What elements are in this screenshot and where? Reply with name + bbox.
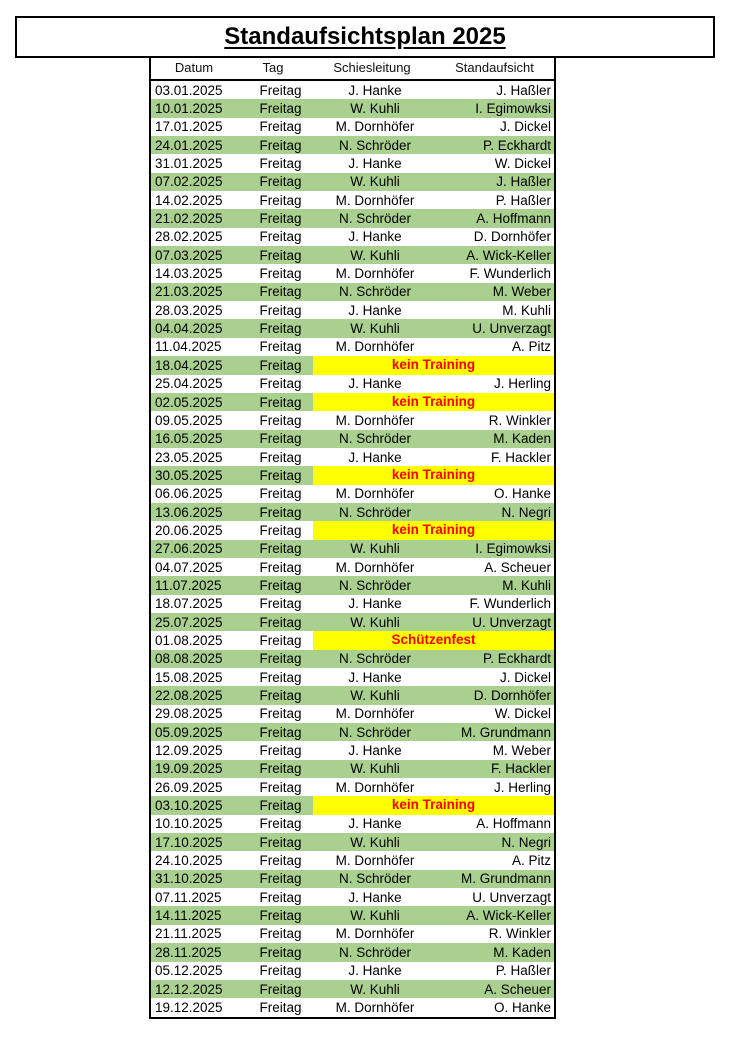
cell-standaufsicht: P. Haßler <box>495 963 551 979</box>
table-row <box>151 338 554 356</box>
cell-datum: 13.06.2025 <box>155 504 223 520</box>
cell-tag: Freitag <box>259 963 302 979</box>
cell-schiesleitung: M. Dornhöfer <box>335 926 415 942</box>
header-datum: Datum <box>174 60 214 75</box>
cell-schiesleitung: N. Schröder <box>338 944 412 960</box>
cell-standaufsicht: P. Haßler <box>495 192 551 208</box>
cell-datum: 07.02.2025 <box>155 174 223 190</box>
cell-standaufsicht: O. Hanke <box>493 999 551 1015</box>
cell-datum: 03.10.2025 <box>155 798 223 814</box>
cell-datum: 25.07.2025 <box>155 614 223 630</box>
table-row <box>151 998 554 1016</box>
table-row <box>151 925 554 943</box>
cell-schiesleitung: M. Dornhöfer <box>335 119 415 135</box>
cell-standaufsicht: P. Eckhardt <box>482 651 551 667</box>
cell-schiesleitung: M. Dornhöfer <box>335 559 415 575</box>
cell-tag: Freitag <box>259 137 302 153</box>
table-row <box>151 540 554 558</box>
cell-tag: Freitag <box>259 596 302 612</box>
cell-schiesleitung: M. Dornhöfer <box>335 999 415 1015</box>
table-row <box>151 246 554 264</box>
cell-datum: 21.11.2025 <box>155 926 222 942</box>
cell-tag: Freitag <box>259 119 302 135</box>
table-header <box>151 58 554 81</box>
cell-schiesleitung: N. Schröder <box>338 504 412 520</box>
cell-datum: 08.08.2025 <box>155 651 223 667</box>
table-row <box>151 760 554 778</box>
cell-tag: Freitag <box>259 651 302 667</box>
table-row <box>151 393 554 411</box>
cell-standaufsicht: M. Kaden <box>493 944 551 960</box>
cell-datum: 04.04.2025 <box>155 321 223 337</box>
table-row <box>151 778 554 796</box>
cell-tag: Freitag <box>259 577 302 593</box>
cell-schiesleitung: J. Hanke <box>348 816 402 832</box>
cell-tag: Freitag <box>259 504 302 520</box>
cell-datum: 10.10.2025 <box>155 816 223 832</box>
table-row <box>151 741 554 759</box>
cell-standaufsicht: M. Weber <box>492 284 551 300</box>
cell-standaufsicht: A. Hoffmann <box>476 211 551 227</box>
table-body <box>151 81 554 1017</box>
cell-tag: Freitag <box>259 412 302 428</box>
cell-standaufsicht: R. Winkler <box>488 412 551 428</box>
cell-tag: Freitag <box>259 908 302 924</box>
cell-schiesleitung: W. Kuhli <box>350 761 400 777</box>
page-title: Standaufsichtsplan 2025 <box>224 23 506 50</box>
cell-schiesleitung: W. Kuhli <box>350 981 400 997</box>
cell-schiesleitung: J. Hanke <box>348 449 402 465</box>
cell-tag: Freitag <box>259 394 302 410</box>
cell-schiesleitung: N. Schröder <box>338 651 412 667</box>
cell-schiesleitung: N. Schröder <box>338 137 412 153</box>
cell-standaufsicht: J. Haßler <box>496 82 551 98</box>
title-box <box>15 16 715 58</box>
cell-tag: Freitag <box>259 816 302 832</box>
cell-datum: 24.10.2025 <box>155 853 223 869</box>
cell-schiesleitung: J. Hanke <box>348 229 402 245</box>
table-row <box>151 430 554 448</box>
cell-tag: Freitag <box>259 688 302 704</box>
cell-datum: 14.02.2025 <box>155 192 223 208</box>
cell-schiesleitung: M. Dornhöfer <box>335 192 415 208</box>
table-row <box>151 301 554 319</box>
table-row <box>151 796 554 814</box>
table-row <box>151 283 554 301</box>
cell-datum: 22.08.2025 <box>155 688 223 704</box>
cell-tag: Freitag <box>259 449 302 465</box>
cell-datum: 12.12.2025 <box>155 981 223 997</box>
table-row <box>151 228 554 246</box>
cell-schiesleitung: J. Hanke <box>348 376 402 392</box>
cell-schiesleitung: W. Kuhli <box>350 834 400 850</box>
cell-standaufsicht: A. Pitz <box>511 339 551 355</box>
cell-tag: Freitag <box>259 486 302 502</box>
cell-schiesleitung: J. Hanke <box>348 302 402 318</box>
cell-datum: 14.11.2025 <box>155 908 222 924</box>
cell-tag: Freitag <box>259 871 302 887</box>
cell-schiesleitung: M. Dornhöfer <box>335 266 415 282</box>
cell-tag: Freitag <box>259 981 302 997</box>
cell-tag: Freitag <box>259 284 302 300</box>
cell-schiesleitung: J. Hanke <box>348 669 402 685</box>
cell-schiesleitung: N. Schröder <box>338 211 412 227</box>
table-row <box>151 99 554 117</box>
cell-standaufsicht: U. Unverzagt <box>472 614 551 630</box>
cell-schiesleitung: W. Kuhli <box>350 688 400 704</box>
cell-tag: Freitag <box>259 559 302 575</box>
table-row <box>151 631 554 649</box>
cell-datum: 30.05.2025 <box>155 467 223 483</box>
table-row <box>151 668 554 686</box>
cell-datum: 31.01.2025 <box>155 156 223 172</box>
cell-tag: Freitag <box>259 889 302 905</box>
cell-standaufsicht: O. Hanke <box>493 486 551 502</box>
cell-datum: 09.05.2025 <box>155 412 223 428</box>
cell-schiesleitung: N. Schröder <box>338 871 412 887</box>
cell-schiesleitung: W. Kuhli <box>350 174 400 190</box>
table-row <box>151 173 554 191</box>
table-row <box>151 485 554 503</box>
table-row <box>151 118 554 136</box>
cell-schiesleitung: M. Dornhöfer <box>335 706 415 722</box>
cell-schiesleitung: W. Kuhli <box>350 101 400 117</box>
cell-standaufsicht: U. Unverzagt <box>472 321 551 337</box>
cell-tag: Freitag <box>259 761 302 777</box>
table-row <box>151 613 554 631</box>
cell-note: Schützenfest <box>313 631 554 649</box>
cell-tag: Freitag <box>259 779 302 795</box>
cell-standaufsicht: M. Kaden <box>493 431 551 447</box>
cell-standaufsicht: A. Pitz <box>511 853 551 869</box>
cell-tag: Freitag <box>259 999 302 1015</box>
cell-schiesleitung: N. Schröder <box>338 284 412 300</box>
table-row <box>151 411 554 429</box>
table-row <box>151 356 554 374</box>
cell-standaufsicht: A. Wick-Keller <box>466 908 551 924</box>
table-row <box>151 209 554 227</box>
cell-tag: Freitag <box>259 339 302 355</box>
table-row <box>151 833 554 851</box>
cell-datum: 25.04.2025 <box>155 376 223 392</box>
table-row <box>151 154 554 172</box>
cell-datum: 23.05.2025 <box>155 449 223 465</box>
cell-standaufsicht: F. Hackler <box>490 449 551 465</box>
cell-standaufsicht: F. Hackler <box>490 761 551 777</box>
cell-standaufsicht: D. Dornhöfer <box>473 688 551 704</box>
cell-datum: 21.02.2025 <box>155 211 223 227</box>
cell-standaufsicht: W. Dickel <box>494 156 551 172</box>
cell-tag: Freitag <box>259 156 302 172</box>
cell-datum: 24.01.2025 <box>155 137 223 153</box>
table-row <box>151 503 554 521</box>
cell-tag: Freitag <box>259 431 302 447</box>
header-tag: Tag <box>262 60 284 75</box>
cell-datum: 10.01.2025 <box>155 101 223 117</box>
cell-standaufsicht: J. Dickel <box>499 669 551 685</box>
cell-standaufsicht: A. Scheuer <box>484 981 551 997</box>
table-row <box>151 906 554 924</box>
cell-datum: 17.10.2025 <box>155 834 223 850</box>
table-row <box>151 888 554 906</box>
table-row <box>151 136 554 154</box>
cell-datum: 11.04.2025 <box>155 339 222 355</box>
header-schiesleitung: Schiesleitung <box>333 60 411 75</box>
cell-note: kein Training <box>313 521 554 539</box>
table-row <box>151 962 554 980</box>
cell-tag: Freitag <box>259 724 302 740</box>
table-row <box>151 870 554 888</box>
table-row <box>151 558 554 576</box>
cell-datum: 27.06.2025 <box>155 541 223 557</box>
cell-schiesleitung: J. Hanke <box>348 963 402 979</box>
cell-schiesleitung: J. Hanke <box>348 889 402 905</box>
cell-datum: 12.09.2025 <box>155 743 223 759</box>
cell-schiesleitung: J. Hanke <box>348 596 402 612</box>
cell-tag: Freitag <box>259 944 302 960</box>
cell-standaufsicht: J. Herling <box>493 779 551 795</box>
cell-schiesleitung: N. Schröder <box>338 724 412 740</box>
cell-datum: 29.08.2025 <box>155 706 223 722</box>
cell-datum: 18.04.2025 <box>155 357 223 373</box>
cell-tag: Freitag <box>259 926 302 942</box>
table-row <box>151 521 554 539</box>
cell-tag: Freitag <box>259 376 302 392</box>
cell-datum: 05.09.2025 <box>155 724 223 740</box>
cell-schiesleitung: W. Kuhli <box>350 908 400 924</box>
cell-schiesleitung: J. Hanke <box>348 156 402 172</box>
cell-tag: Freitag <box>259 229 302 245</box>
table-row <box>151 595 554 613</box>
cell-tag: Freitag <box>259 247 302 263</box>
cell-datum: 28.11.2025 <box>155 944 222 960</box>
cell-note: kein Training <box>313 393 554 411</box>
cell-tag: Freitag <box>259 211 302 227</box>
table-row <box>151 448 554 466</box>
cell-tag: Freitag <box>259 632 302 648</box>
cell-standaufsicht: I. Egimowksi <box>475 101 551 117</box>
cell-datum: 06.06.2025 <box>155 486 223 502</box>
cell-standaufsicht: M. Grundmann <box>460 871 551 887</box>
cell-standaufsicht: U. Unverzagt <box>472 889 551 905</box>
cell-datum: 26.09.2025 <box>155 779 223 795</box>
cell-datum: 20.06.2025 <box>155 522 223 538</box>
table-row <box>151 466 554 484</box>
cell-tag: Freitag <box>259 101 302 117</box>
cell-schiesleitung: W. Kuhli <box>350 247 400 263</box>
cell-tag: Freitag <box>259 467 302 483</box>
cell-schiesleitung: M. Dornhöfer <box>335 486 415 502</box>
cell-schiesleitung: N. Schröder <box>338 431 412 447</box>
cell-standaufsicht: I. Egimowksi <box>475 541 551 557</box>
cell-datum: 07.03.2025 <box>155 247 223 263</box>
cell-datum: 04.07.2025 <box>155 559 223 575</box>
table-row <box>151 686 554 704</box>
table-row <box>151 705 554 723</box>
cell-tag: Freitag <box>259 522 302 538</box>
cell-standaufsicht: J. Dickel <box>499 119 551 135</box>
cell-tag: Freitag <box>259 541 302 557</box>
cell-datum: 31.10.2025 <box>155 871 223 887</box>
cell-schiesleitung: M. Dornhöfer <box>335 779 415 795</box>
cell-datum: 28.02.2025 <box>155 229 223 245</box>
schedule-table <box>149 58 556 1019</box>
cell-standaufsicht: P. Eckhardt <box>482 137 551 153</box>
table-row <box>151 815 554 833</box>
cell-standaufsicht: J. Haßler <box>496 174 551 190</box>
cell-tag: Freitag <box>259 82 302 98</box>
cell-datum: 03.01.2025 <box>155 82 223 98</box>
table-row <box>151 576 554 594</box>
cell-standaufsicht: W. Dickel <box>494 706 551 722</box>
cell-schiesleitung: M. Dornhöfer <box>335 339 415 355</box>
cell-schiesleitung: W. Kuhli <box>350 614 400 630</box>
cell-note: kein Training <box>313 796 554 814</box>
cell-schiesleitung: J. Hanke <box>348 82 402 98</box>
cell-standaufsicht: N. Negri <box>501 504 551 520</box>
cell-datum: 14.03.2025 <box>155 266 223 282</box>
cell-note: kein Training <box>313 356 554 374</box>
cell-tag: Freitag <box>259 798 302 814</box>
cell-standaufsicht: M. Kuhli <box>502 302 551 318</box>
cell-datum: 11.07.2025 <box>155 577 222 593</box>
cell-standaufsicht: M. Kuhli <box>502 577 551 593</box>
table-row <box>151 81 554 99</box>
cell-standaufsicht: J. Herling <box>493 376 551 392</box>
cell-tag: Freitag <box>259 266 302 282</box>
cell-datum: 01.08.2025 <box>155 632 223 648</box>
cell-datum: 19.09.2025 <box>155 761 223 777</box>
cell-tag: Freitag <box>259 669 302 685</box>
cell-datum: 02.05.2025 <box>155 394 223 410</box>
cell-standaufsicht: F. Wunderlich <box>469 596 551 612</box>
cell-tag: Freitag <box>259 834 302 850</box>
cell-standaufsicht: A. Scheuer <box>484 559 551 575</box>
cell-standaufsicht: A. Hoffmann <box>476 816 551 832</box>
table-row <box>151 943 554 961</box>
cell-datum: 05.12.2025 <box>155 963 223 979</box>
cell-tag: Freitag <box>259 174 302 190</box>
cell-tag: Freitag <box>259 192 302 208</box>
cell-schiesleitung: W. Kuhli <box>350 541 400 557</box>
cell-tag: Freitag <box>259 302 302 318</box>
cell-schiesleitung: W. Kuhli <box>350 321 400 337</box>
cell-schiesleitung: J. Hanke <box>348 743 402 759</box>
table-row <box>151 723 554 741</box>
table-row <box>151 650 554 668</box>
cell-datum: 17.01.2025 <box>155 119 223 135</box>
cell-schiesleitung: M. Dornhöfer <box>335 853 415 869</box>
header-standaufsicht: Standaufsicht <box>455 60 534 75</box>
cell-tag: Freitag <box>259 357 302 373</box>
cell-datum: 19.12.2025 <box>155 999 223 1015</box>
cell-note: kein Training <box>313 466 554 484</box>
table-row <box>151 851 554 869</box>
cell-schiesleitung: N. Schröder <box>338 577 412 593</box>
cell-standaufsicht: M. Grundmann <box>460 724 551 740</box>
table-row <box>151 319 554 337</box>
cell-tag: Freitag <box>259 321 302 337</box>
table-row <box>151 375 554 393</box>
cell-standaufsicht: D. Dornhöfer <box>473 229 551 245</box>
cell-datum: 28.03.2025 <box>155 302 223 318</box>
cell-tag: Freitag <box>259 614 302 630</box>
table-row <box>151 191 554 209</box>
cell-datum: 15.08.2025 <box>155 669 223 685</box>
cell-tag: Freitag <box>259 853 302 869</box>
cell-standaufsicht: A. Wick-Keller <box>466 247 551 263</box>
cell-datum: 18.07.2025 <box>155 596 223 612</box>
cell-standaufsicht: N. Negri <box>501 834 551 850</box>
cell-datum: 21.03.2025 <box>155 284 223 300</box>
cell-schiesleitung: M. Dornhöfer <box>335 412 415 428</box>
cell-tag: Freitag <box>259 706 302 722</box>
cell-standaufsicht: F. Wunderlich <box>469 266 551 282</box>
cell-standaufsicht: R. Winkler <box>488 926 551 942</box>
cell-datum: 16.05.2025 <box>155 431 223 447</box>
cell-standaufsicht: M. Weber <box>492 743 551 759</box>
table-row <box>151 264 554 282</box>
table-row <box>151 980 554 998</box>
cell-tag: Freitag <box>259 743 302 759</box>
cell-datum: 07.11.2025 <box>155 889 222 905</box>
